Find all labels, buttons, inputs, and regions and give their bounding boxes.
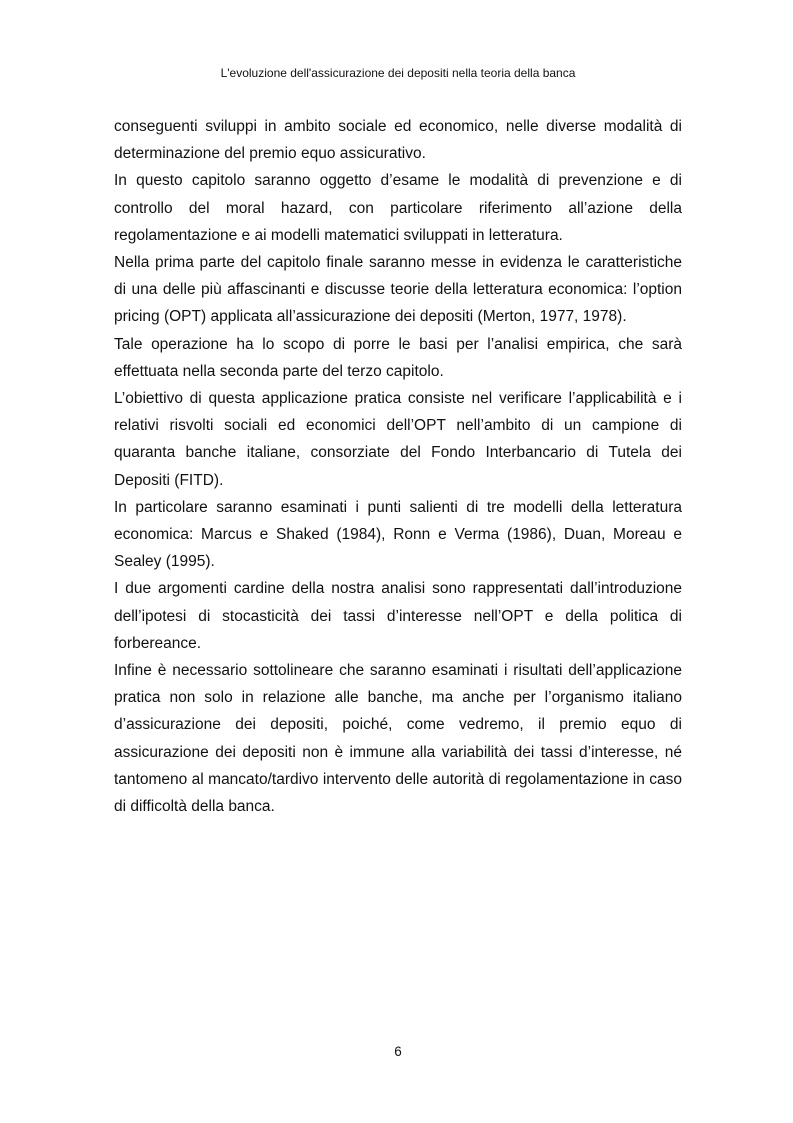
paragraph: conseguenti sviluppi in ambito sociale ed economico, nelle diverse modalità di determinazione del premio equo assicurativo.	[114, 118, 682, 163]
paragraph: I due argomenti cardine della nostra analisi sono rappresentati dall’introduzione dell’ipotesi di stocasticità dei tassi d’interesse nell’OPT e della politica di forbereance.	[114, 580, 682, 652]
paragraph: In questo capitolo saranno oggetto d’esame le modalità di prevenzione e di controllo del moral hazard, con particolare riferimento all’azione della regolamentazione e ai modelli matematici sviluppati in letteratura.	[114, 172, 682, 244]
paragraph: Infine è necessario sottolineare che saranno esaminati i risultati dell’applicazione pratica non solo in relazione alle banche, ma anche per l’organismo italiano d’assicurazione dei depositi, poiché, come vedremo, il premio equo di assicurazione dei depositi non è immune alla variabilità dei tassi d’interesse, né tantomeno al mancato/tardivo intervento delle autorità di regolamentazione in caso di difficoltà della banca.	[114, 662, 682, 816]
page-number: 6	[394, 1044, 402, 1059]
paragraph: In particolare saranno esaminati i punti salienti di tre modelli della letteratura economica: Marcus e Shaked (1984), Ronn e Verma (1986), Duan, Moreau e Sealey (1995).	[114, 498, 682, 571]
running-header: L'evoluzione dell'assicurazione dei depositi nella teoria della banca	[220, 66, 576, 80]
body-text	[114, 113, 682, 820]
paragraph: Nella prima parte del capitolo finale saranno messe in evidenza le caratteristiche di una delle più affascinanti e discusse teorie della letteratura economica: l’option pricing (OPT) applicata all’assicurazione dei depositi (Merton, 1977, 1978).	[114, 254, 682, 326]
paragraph: Tale operazione ha lo scopo di porre le basi per l’analisi empirica, che sarà effettuata nella seconda parte del terzo capitolo.	[114, 335, 682, 380]
paragraph: L’obiettivo di questa applicazione pratica consiste nel verificare l’applicabilità e i relativi risvolti sociali ed economici dell’OPT nell’ambito di un campione di quaranta banche italiane, consorziate del Fondo Interbancario di Tutela dei Depositi (FITD).	[114, 390, 682, 489]
